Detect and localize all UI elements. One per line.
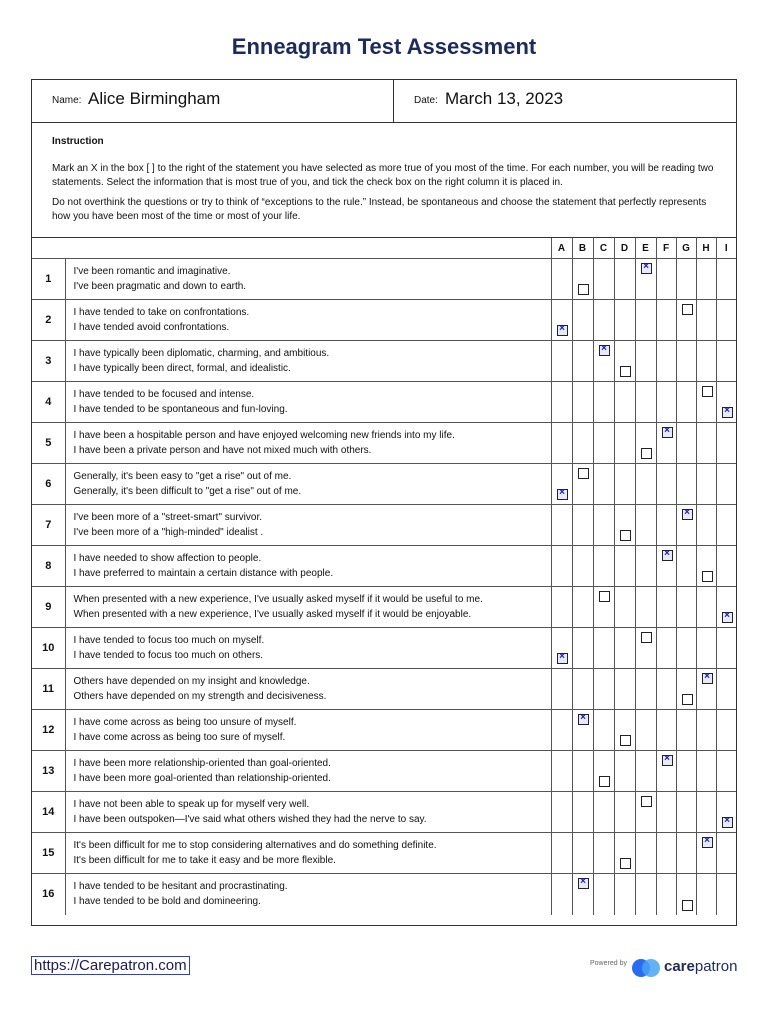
statement-a: Others have depended on my insight and knowledge. xyxy=(73,675,310,687)
option-cell-b xyxy=(572,300,593,341)
option-cell-g xyxy=(676,382,696,423)
statement-b: Generally, it's been difficult to "get a rise" out of me. xyxy=(73,486,302,497)
column-header-i: I xyxy=(716,238,736,259)
option-cell-c xyxy=(593,751,614,792)
question-number: 2 xyxy=(32,300,65,341)
option-cell-d xyxy=(614,341,635,382)
option-cell-i xyxy=(716,751,736,792)
statement-b: I've been pragmatic and down to earth. xyxy=(73,281,247,292)
option-cell-h xyxy=(696,751,716,792)
option-cell-g xyxy=(676,341,696,382)
name-label: Name: xyxy=(52,95,82,106)
option-cell-e xyxy=(635,505,656,546)
option-cell-b xyxy=(572,464,593,505)
statement-b: I have preferred to maintain a certain distance with people. xyxy=(73,568,334,579)
option-cell-f xyxy=(656,259,676,300)
option-cell-g xyxy=(676,423,696,464)
page-title: Enneagram Test Assessment xyxy=(231,34,537,59)
column-header-c: C xyxy=(593,238,614,259)
question-statements xyxy=(65,505,551,546)
option-cell-e xyxy=(635,874,656,915)
option-cell-c xyxy=(593,464,614,505)
statement-a: I've been romantic and imaginative. xyxy=(73,265,231,277)
option-cell-c xyxy=(593,792,614,833)
option-cell-e xyxy=(635,628,656,669)
question-statements xyxy=(65,382,551,423)
option-cell-b xyxy=(572,546,593,587)
statement-a: I have been more relationship-oriented than goal-oriented. xyxy=(73,757,331,769)
checkbox-statement-a[interactable] xyxy=(599,591,610,602)
option-cell-d xyxy=(614,546,635,587)
option-cell-i xyxy=(716,546,736,587)
question-statements xyxy=(65,259,551,300)
question-number: 10 xyxy=(32,628,65,669)
option-cell-e xyxy=(635,587,656,628)
checkbox-statement-b[interactable] xyxy=(620,530,631,541)
checkbox-statement-b[interactable] xyxy=(702,571,713,582)
option-cell-g xyxy=(676,751,696,792)
option-cell-a xyxy=(551,792,572,833)
question-statements xyxy=(65,628,551,669)
option-cell-f xyxy=(656,464,676,505)
option-cell-g xyxy=(676,833,696,874)
column-header-d: D xyxy=(614,238,635,259)
checkbox-statement-a[interactable] xyxy=(702,386,713,397)
instruction-paragraph-2: Do not overthink the questions or try to think of “exceptions to the rule.” Instead, be spontaneous and choose the statement that perfectly represents how you have been most of the time or most of your life. xyxy=(52,197,707,222)
option-cell-e xyxy=(635,669,656,710)
checkbox-statement-b[interactable] xyxy=(620,858,631,869)
option-cell-a xyxy=(551,464,572,505)
question-row xyxy=(32,628,736,669)
instruction-block xyxy=(52,135,717,230)
header-row xyxy=(32,80,736,123)
questions-table xyxy=(32,237,736,915)
checkbox-statement-b[interactable] xyxy=(682,900,693,911)
option-cell-c xyxy=(593,546,614,587)
name-cell xyxy=(32,80,394,122)
option-cell-f xyxy=(656,833,676,874)
question-number: 8 xyxy=(32,546,65,587)
option-cell-i xyxy=(716,587,736,628)
statement-a: It's been difficult for me to stop considering alternatives and do something definite. xyxy=(73,839,437,851)
option-cell-g xyxy=(676,300,696,341)
column-header-b: B xyxy=(572,238,593,259)
option-cell-c xyxy=(593,628,614,669)
date-label: Date: xyxy=(414,95,438,106)
question-number: 15 xyxy=(32,833,65,874)
checkbox-statement-b[interactable] xyxy=(722,817,733,828)
option-cell-a xyxy=(551,505,572,546)
option-cell-c xyxy=(593,382,614,423)
option-cell-h xyxy=(696,505,716,546)
option-cell-f xyxy=(656,423,676,464)
option-cell-b xyxy=(572,833,593,874)
option-cell-h xyxy=(696,546,716,587)
column-header-e: E xyxy=(635,238,656,259)
date-cell xyxy=(394,80,736,122)
statement-b: I have typically been direct, formal, and idealistic. xyxy=(73,363,291,374)
option-cell-a xyxy=(551,546,572,587)
option-cell-i xyxy=(716,423,736,464)
column-header-g: G xyxy=(676,238,696,259)
option-cell-b xyxy=(572,587,593,628)
question-row xyxy=(32,259,736,300)
option-cell-d xyxy=(614,423,635,464)
option-cell-d xyxy=(614,792,635,833)
option-cell-b xyxy=(572,710,593,751)
option-cell-g xyxy=(676,259,696,300)
checkbox-statement-b[interactable] xyxy=(557,489,568,500)
checkbox-statement-b[interactable] xyxy=(557,653,568,664)
option-cell-i xyxy=(716,792,736,833)
option-cell-e xyxy=(635,751,656,792)
option-cell-d xyxy=(614,259,635,300)
question-row xyxy=(32,833,736,874)
option-cell-a xyxy=(551,587,572,628)
powered-by-text: Powered by xyxy=(590,960,627,967)
statement-b: When presented with a new experience, I've usually asked myself if it would be enjoyable. xyxy=(73,609,472,620)
option-cell-d xyxy=(614,464,635,505)
question-number: 13 xyxy=(32,751,65,792)
option-cell-a xyxy=(551,751,572,792)
question-statements xyxy=(65,546,551,587)
brand-light: patron xyxy=(694,958,738,975)
carepatron-link[interactable]: https://Carepatron.com xyxy=(31,956,190,975)
header-blank xyxy=(32,238,65,259)
checkbox-statement-b[interactable] xyxy=(641,448,652,459)
option-cell-c xyxy=(593,874,614,915)
option-cell-c xyxy=(593,505,614,546)
option-cell-f xyxy=(656,628,676,669)
statement-b: I have tended to be spontaneous and fun-loving. xyxy=(73,404,288,415)
option-cell-b xyxy=(572,874,593,915)
question-number: 11 xyxy=(32,669,65,710)
option-cell-a xyxy=(551,341,572,382)
question-number: 14 xyxy=(32,792,65,833)
question-statements xyxy=(65,874,551,915)
option-cell-i xyxy=(716,259,736,300)
name-field[interactable]: Alice Birmingham xyxy=(88,89,221,108)
option-cell-i xyxy=(716,628,736,669)
checkbox-statement-a[interactable] xyxy=(578,878,589,889)
option-cell-g xyxy=(676,505,696,546)
option-cell-d xyxy=(614,751,635,792)
statement-a: I have come across as being too unsure of myself. xyxy=(73,716,297,728)
checkbox-statement-a[interactable] xyxy=(641,263,652,274)
brand-bold: care xyxy=(664,958,695,975)
option-cell-c xyxy=(593,423,614,464)
statement-b: I have tended to focus too much on others. xyxy=(73,650,264,661)
checkbox-statement-b[interactable] xyxy=(557,325,568,336)
option-cell-f xyxy=(656,587,676,628)
question-number: 6 xyxy=(32,464,65,505)
statement-a: When presented with a new experience, I've usually asked myself if it would be useful to me. xyxy=(73,593,483,605)
question-statements xyxy=(65,341,551,382)
option-cell-h xyxy=(696,423,716,464)
question-row xyxy=(32,792,736,833)
column-header-a: A xyxy=(551,238,572,259)
option-cell-e xyxy=(635,259,656,300)
question-statements xyxy=(65,833,551,874)
checkbox-statement-a[interactable] xyxy=(682,304,693,315)
option-cell-e xyxy=(635,710,656,751)
option-cell-i xyxy=(716,833,736,874)
option-cell-g xyxy=(676,792,696,833)
checkbox-statement-b[interactable] xyxy=(578,284,589,295)
question-number: 7 xyxy=(32,505,65,546)
question-statements xyxy=(65,792,551,833)
statement-a: I have tended to be hesitant and procrastinating. xyxy=(73,880,288,892)
statement-a: I've been more of a "street-smart" survivor. xyxy=(73,511,263,523)
option-cell-f xyxy=(656,792,676,833)
option-cell-g xyxy=(676,546,696,587)
instruction-paragraph-1: Mark an X in the box [ ] to the right of the statement you have selected as more true of you most of the time. For each number, you will be reading two statements. Select the information that is most true of you, and tick the check box on the right column it is placed in. xyxy=(52,163,714,188)
option-cell-c xyxy=(593,710,614,751)
question-number: 3 xyxy=(32,341,65,382)
checkbox-statement-a[interactable] xyxy=(578,714,589,725)
checkbox-statement-b[interactable] xyxy=(722,612,733,623)
option-cell-a xyxy=(551,628,572,669)
option-cell-f xyxy=(656,341,676,382)
option-cell-d xyxy=(614,382,635,423)
question-statements xyxy=(65,587,551,628)
statement-b: I have been outspoken—I've said what others wished they had the nerve to say. xyxy=(73,814,427,825)
statement-b: I've been more of a "high-minded" idealist . xyxy=(73,527,264,538)
option-cell-i xyxy=(716,382,736,423)
question-row xyxy=(32,505,736,546)
option-cell-f xyxy=(656,669,676,710)
checkbox-statement-a[interactable] xyxy=(702,673,713,684)
option-cell-a xyxy=(551,259,572,300)
option-cell-i xyxy=(716,669,736,710)
checkbox-statement-b[interactable] xyxy=(620,735,631,746)
question-row xyxy=(32,751,736,792)
question-number: 1 xyxy=(32,259,65,300)
question-row xyxy=(32,874,736,915)
option-cell-d xyxy=(614,710,635,751)
question-row xyxy=(32,587,736,628)
option-cell-f xyxy=(656,751,676,792)
option-cell-i xyxy=(716,505,736,546)
option-cell-f xyxy=(656,300,676,341)
option-cell-b xyxy=(572,341,593,382)
question-row xyxy=(32,546,736,587)
question-number: 5 xyxy=(32,423,65,464)
option-cell-c xyxy=(593,587,614,628)
option-cell-c xyxy=(593,300,614,341)
option-cell-d xyxy=(614,669,635,710)
option-cell-e xyxy=(635,833,656,874)
option-cell-b xyxy=(572,259,593,300)
statement-b: Others have depended on my strength and decisiveness. xyxy=(73,691,327,702)
column-header-h: H xyxy=(696,238,716,259)
checkbox-statement-b[interactable] xyxy=(599,776,610,787)
statement-b: I have come across as being too sure of myself. xyxy=(73,732,286,743)
question-row xyxy=(32,464,736,505)
checkbox-statement-a[interactable] xyxy=(662,755,673,766)
option-cell-f xyxy=(656,546,676,587)
question-statements xyxy=(65,423,551,464)
option-cell-g xyxy=(676,628,696,669)
brand-name xyxy=(664,958,737,975)
option-cell-i xyxy=(716,874,736,915)
question-row xyxy=(32,341,736,382)
option-cell-g xyxy=(676,587,696,628)
option-cell-b xyxy=(572,382,593,423)
option-cell-d xyxy=(614,300,635,341)
checkbox-statement-a[interactable] xyxy=(641,632,652,643)
option-cell-g xyxy=(676,669,696,710)
option-cell-c xyxy=(593,259,614,300)
option-cell-c xyxy=(593,341,614,382)
statement-a: I have tended to focus too much on myself. xyxy=(73,634,265,646)
question-number: 16 xyxy=(32,874,65,915)
option-cell-h xyxy=(696,628,716,669)
option-cell-c xyxy=(593,833,614,874)
carepatron-logo-icon xyxy=(632,957,662,979)
checkbox-statement-b[interactable] xyxy=(620,366,631,377)
statement-b: I have tended avoid confrontations. xyxy=(73,322,230,333)
option-cell-c xyxy=(593,669,614,710)
question-row xyxy=(32,423,736,464)
statement-a: I have tended to be focused and intense. xyxy=(73,388,255,400)
option-cell-e xyxy=(635,341,656,382)
statement-a: I have typically been diplomatic, charming, and ambitious. xyxy=(73,347,330,359)
option-cell-h xyxy=(696,833,716,874)
question-number: 12 xyxy=(32,710,65,751)
checkbox-statement-a[interactable] xyxy=(641,796,652,807)
checkbox-statement-a[interactable] xyxy=(702,837,713,848)
column-header-row xyxy=(32,238,736,259)
statement-b: I have tended to be bold and domineering. xyxy=(73,896,261,908)
option-cell-b xyxy=(572,505,593,546)
header-blank xyxy=(65,238,551,259)
question-number: 4 xyxy=(32,382,65,423)
option-cell-a xyxy=(551,710,572,751)
question-statements xyxy=(65,669,551,710)
option-cell-a xyxy=(551,669,572,710)
question-statements xyxy=(65,464,551,505)
question-row xyxy=(32,300,736,341)
option-cell-a xyxy=(551,874,572,915)
instruction-heading: Instruction xyxy=(52,136,104,147)
question-row xyxy=(32,710,736,751)
option-cell-f xyxy=(656,505,676,546)
option-cell-g xyxy=(676,464,696,505)
option-cell-d xyxy=(614,874,635,915)
option-cell-e xyxy=(635,792,656,833)
option-cell-h xyxy=(696,792,716,833)
option-cell-h xyxy=(696,587,716,628)
option-cell-f xyxy=(656,382,676,423)
question-row xyxy=(32,382,736,423)
checkbox-statement-b[interactable] xyxy=(722,407,733,418)
option-cell-d xyxy=(614,587,635,628)
option-cell-b xyxy=(572,423,593,464)
option-cell-e xyxy=(635,423,656,464)
checkbox-statement-a[interactable] xyxy=(599,345,610,356)
option-cell-h xyxy=(696,341,716,382)
option-cell-h xyxy=(696,464,716,505)
option-cell-d xyxy=(614,833,635,874)
option-cell-b xyxy=(572,751,593,792)
question-statements xyxy=(65,710,551,751)
checkbox-statement-a[interactable] xyxy=(662,427,673,438)
statement-a: I have tended to take on confrontations. xyxy=(73,306,250,318)
statement-b: It's been difficult for me to take it easy and be more flexible. xyxy=(73,855,336,866)
option-cell-i xyxy=(716,710,736,751)
option-cell-e xyxy=(635,546,656,587)
checkbox-statement-a[interactable] xyxy=(578,468,589,479)
checkbox-statement-b[interactable] xyxy=(682,694,693,705)
option-cell-d xyxy=(614,505,635,546)
statement-b: I have been a private person and have not mixed much with others. xyxy=(73,445,372,456)
option-cell-i xyxy=(716,341,736,382)
statement-a: Generally, it's been easy to "get a rise" out of me. xyxy=(73,470,292,482)
question-statements xyxy=(65,751,551,792)
option-cell-e xyxy=(635,300,656,341)
option-cell-d xyxy=(614,628,635,669)
question-row xyxy=(32,669,736,710)
option-cell-f xyxy=(656,710,676,751)
option-cell-b xyxy=(572,628,593,669)
option-cell-a xyxy=(551,300,572,341)
option-cell-f xyxy=(656,874,676,915)
option-cell-i xyxy=(716,300,736,341)
option-cell-b xyxy=(572,669,593,710)
statement-a: I have been a hospitable person and have enjoyed welcoming new friends into my life. xyxy=(73,429,455,441)
option-cell-h xyxy=(696,710,716,751)
option-cell-g xyxy=(676,874,696,915)
question-number: 9 xyxy=(32,587,65,628)
option-cell-h xyxy=(696,669,716,710)
statement-a: I have needed to show affection to people. xyxy=(73,552,262,564)
option-cell-e xyxy=(635,382,656,423)
option-cell-h xyxy=(696,382,716,423)
statement-b: I have been more goal-oriented than relationship-oriented. xyxy=(73,773,331,784)
statement-a: I have not been able to speak up for myself very well. xyxy=(73,798,310,810)
option-cell-e xyxy=(635,464,656,505)
assessment-form xyxy=(31,79,737,926)
option-cell-h xyxy=(696,874,716,915)
checkbox-statement-a[interactable] xyxy=(662,550,673,561)
column-header-f: F xyxy=(656,238,676,259)
date-field[interactable]: March 13, 2023 xyxy=(445,89,564,108)
option-cell-b xyxy=(572,792,593,833)
checkbox-statement-a[interactable] xyxy=(682,509,693,520)
option-cell-a xyxy=(551,833,572,874)
option-cell-g xyxy=(676,710,696,751)
option-cell-a xyxy=(551,423,572,464)
option-cell-a xyxy=(551,382,572,423)
option-cell-h xyxy=(696,300,716,341)
option-cell-h xyxy=(696,259,716,300)
question-statements xyxy=(65,300,551,341)
option-cell-i xyxy=(716,464,736,505)
